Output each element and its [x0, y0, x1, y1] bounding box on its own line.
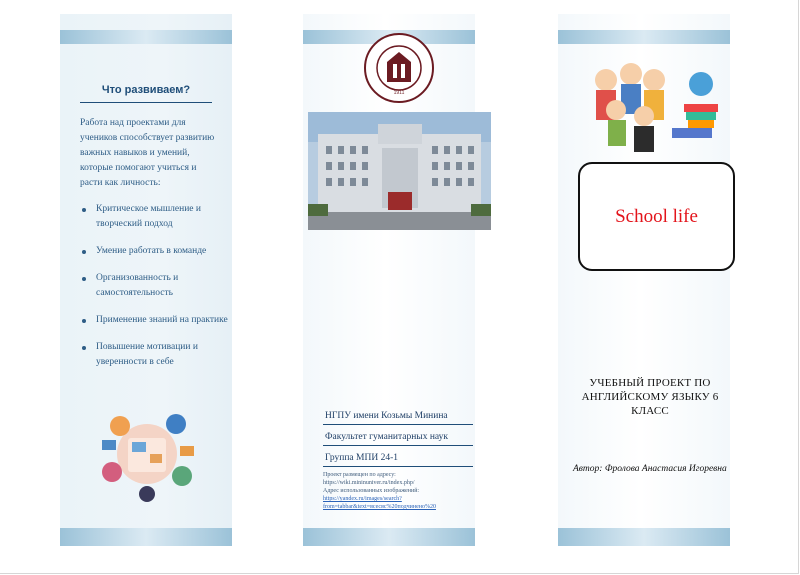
note-text: Адрес использованных изображений: — [323, 488, 420, 494]
top-stripe — [60, 30, 232, 44]
list-item-label: Организованность и самостоятельность — [96, 273, 179, 298]
project-link[interactable]: https://wiki.mininuniver.ru/index.php/ — [323, 480, 415, 486]
list-item — [78, 271, 228, 301]
university-building-photo — [308, 112, 491, 230]
bullet-icon — [82, 319, 86, 323]
intro-text: Работа над проектами для учеников способствует развитию важных навыков и умений, которые помогают учиться и расти как личность: — [80, 118, 215, 188]
bottom-stripe — [558, 528, 730, 546]
list-item-label: Умение работать в команде — [96, 246, 207, 256]
seal-year: 1911 — [393, 90, 405, 96]
faculty-name: Факультет гуманитарных наук — [323, 429, 473, 446]
list-item-label: Повышение мотивации и уверенности в себе — [96, 342, 198, 367]
bullet-icon — [82, 346, 86, 350]
top-stripe — [558, 30, 730, 44]
list-item — [78, 202, 228, 232]
bottom-stripe — [303, 528, 475, 546]
bullet-icon — [82, 208, 86, 212]
bottom-stripe — [60, 528, 232, 546]
cover-title-box — [578, 162, 735, 271]
left-panel — [60, 14, 232, 546]
school-kids-illustration — [576, 50, 736, 158]
list-item — [78, 244, 228, 259]
project-title: УЧЕБНЫЙ ПРОЕКТ ПО АНГЛИЙСКОМУ ЯЗЫКУ 6 КЛАСС — [581, 377, 719, 417]
university-seal-logo — [363, 32, 435, 104]
images-link[interactable]: https://yandex.ru/images/search?from=tabbar&text=всесвс%20подчинено%20 — [323, 496, 436, 510]
list-item-label: Критическое мышление и творческий подход — [96, 204, 201, 229]
university-name: НГПУ имени Козьмы Минина — [323, 408, 473, 425]
sources-note — [323, 471, 473, 511]
bullet-icon — [82, 277, 86, 281]
section-title: Что развиваем? — [80, 84, 212, 103]
author-line: Автор: Фролова Анастасия Игоревна — [573, 464, 727, 474]
skills-list — [78, 202, 228, 382]
list-item — [78, 340, 228, 370]
bullet-icon — [82, 250, 86, 254]
team-meeting-illustration — [92, 402, 202, 502]
university-info — [323, 408, 473, 511]
cover-title: School life — [615, 205, 698, 227]
note-text: Проект размещен по адресу: — [323, 472, 396, 478]
list-item-label: Применение знаний на практике — [96, 315, 228, 325]
group-name: Группа МПИ 24-1 — [323, 450, 473, 467]
right-panel — [558, 14, 730, 546]
list-item — [78, 313, 228, 328]
middle-panel — [303, 14, 475, 546]
